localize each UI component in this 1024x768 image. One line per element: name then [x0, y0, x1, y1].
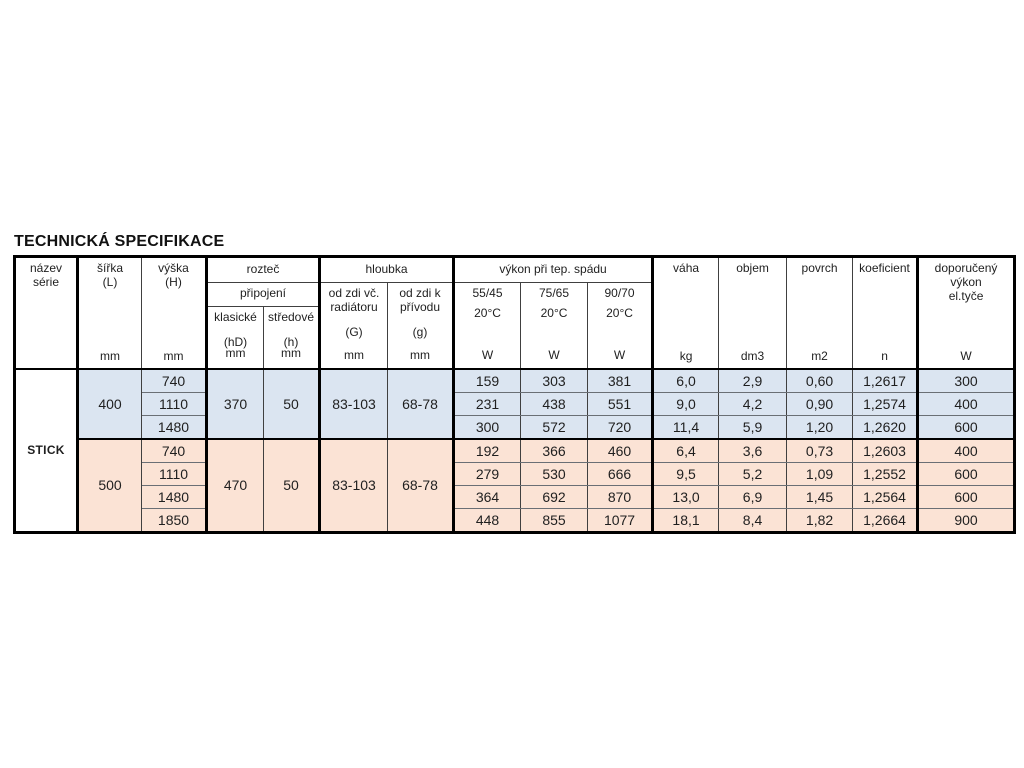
header-label-line: (hD): [223, 335, 248, 349]
header-label-line: šířka: [96, 261, 123, 275]
cell-w5545: 279: [454, 462, 521, 485]
cell-w5545: 448: [454, 508, 521, 532]
unit-label: W: [960, 349, 972, 363]
cell-vyska: 1480: [142, 415, 207, 439]
header-label-line: výška: [158, 261, 189, 275]
header-vyska: [142, 257, 207, 369]
cell-w7565: 530: [521, 462, 588, 485]
unit-label: mm: [344, 348, 364, 362]
cell-vyska: 1110: [142, 392, 207, 415]
header-objem: [719, 257, 787, 369]
cell-povrch: 1,45: [787, 485, 853, 508]
header-label-line: váha: [673, 261, 700, 275]
cell-objem: 3,6: [719, 439, 787, 463]
unit-label: dm3: [740, 349, 765, 363]
cell-roztec-klasicke: 470: [207, 439, 264, 533]
cell-koeficient: 1,2664: [853, 508, 918, 532]
header-label-line: přívodu: [399, 300, 441, 314]
header-spad-9070: [588, 283, 653, 369]
header-povrch: [787, 257, 853, 369]
cell-series-name: STICK: [15, 369, 78, 533]
header-klasicke: [207, 307, 264, 369]
unit-label: W: [613, 348, 626, 362]
header-label-line: koeficient: [859, 261, 910, 275]
header-label-line: výkon: [950, 275, 982, 289]
unit-label: mm: [281, 346, 301, 360]
cell-sirka: 500: [78, 439, 142, 533]
cell-w5545: 231: [454, 392, 521, 415]
table-row: [15, 369, 1015, 393]
cell-w9070: 551: [588, 392, 653, 415]
header-label-line: (G): [345, 325, 363, 339]
header-label-line: (h): [283, 335, 299, 349]
cell-el-tyc: 600: [918, 415, 1015, 439]
table-header: [15, 257, 1015, 369]
cell-el-tyc: 600: [918, 485, 1015, 508]
table-row: [15, 439, 1015, 463]
cell-objem: 5,2: [719, 462, 787, 485]
header-label-line: 55/45: [472, 286, 503, 300]
header-doporuceny-vykon: [918, 257, 1015, 369]
header-od-zdi-radiatoru: [320, 283, 388, 369]
cell-povrch: 0,90: [787, 392, 853, 415]
cell-povrch: 0,60: [787, 369, 853, 393]
cell-w9070: 666: [588, 462, 653, 485]
header-label-line: radiátoru: [330, 300, 378, 314]
cell-w7565: 303: [521, 369, 588, 393]
cell-el-tyc: 900: [918, 508, 1015, 532]
header-label-line: série: [32, 275, 59, 289]
table-row: [15, 415, 1015, 439]
header-label-line: el.tyče: [948, 289, 984, 303]
unit-label: kg: [679, 349, 693, 363]
cell-vyska: 740: [142, 369, 207, 393]
cell-w5545: 192: [454, 439, 521, 463]
header-label-line: 20°C: [474, 306, 501, 320]
cell-koeficient: 1,2552: [853, 462, 918, 485]
cell-vyska: 1480: [142, 485, 207, 508]
unit-label: n: [881, 349, 888, 363]
cell-koeficient: 1,2564: [853, 485, 918, 508]
cell-vyska: 1110: [142, 462, 207, 485]
header-label-line: doporučený: [934, 261, 998, 275]
unit-label: mm: [100, 349, 120, 363]
header-label-line: 75/65: [539, 286, 570, 300]
cell-hloubka-radiator: 83-103: [320, 439, 388, 533]
cell-povrch: 1,09: [787, 462, 853, 485]
cell-objem: 6,9: [719, 485, 787, 508]
header-label-line: klasické: [214, 310, 257, 324]
cell-el-tyc: 400: [918, 392, 1015, 415]
header-vaha: [653, 257, 719, 369]
header-label-line: název: [29, 261, 63, 275]
cell-vaha: 6,4: [653, 439, 719, 463]
table-row: [15, 508, 1015, 532]
cell-w9070: 381: [588, 369, 653, 393]
cell-koeficient: 1,2617: [853, 369, 918, 393]
table-row: [15, 485, 1015, 508]
cell-objem: 4,2: [719, 392, 787, 415]
header-label-line: (H): [165, 275, 182, 289]
table-body: [15, 369, 1015, 533]
cell-hloubka-radiator: 83-103: [320, 369, 388, 439]
cell-w7565: 855: [521, 508, 588, 532]
header-nazev-serie: [15, 257, 78, 369]
table-row: [15, 462, 1015, 485]
header-pripojeni: připojení: [207, 283, 320, 307]
unit-label: W: [481, 348, 494, 362]
cell-vaha: 9,5: [653, 462, 719, 485]
header-label-line: od zdi vč.: [328, 286, 380, 300]
cell-w7565: 366: [521, 439, 588, 463]
spec-table: [13, 255, 1016, 534]
header-label-line: 20°C: [606, 306, 633, 320]
cell-el-tyc: 400: [918, 439, 1015, 463]
spec-sheet: [13, 233, 1017, 534]
cell-objem: 2,9: [719, 369, 787, 393]
cell-w7565: 438: [521, 392, 588, 415]
header-spad-7565: [521, 283, 588, 369]
header-label-line: 90/70: [604, 286, 635, 300]
cell-w5545: 300: [454, 415, 521, 439]
cell-povrch: 0,73: [787, 439, 853, 463]
cell-vaha: 11,4: [653, 415, 719, 439]
header-koeficient: [853, 257, 918, 369]
cell-vaha: 13,0: [653, 485, 719, 508]
cell-w9070: 870: [588, 485, 653, 508]
header-hloubka: hloubka: [320, 257, 454, 283]
cell-w9070: 720: [588, 415, 653, 439]
header-label-line: 20°C: [540, 306, 568, 320]
cell-objem: 8,4: [719, 508, 787, 532]
cell-hloubka-privod: 68-78: [388, 369, 454, 439]
header-roztec: rozteč: [207, 257, 320, 283]
cell-roztec-stredove: 50: [264, 369, 320, 439]
header-label-line: povrch: [801, 261, 838, 275]
cell-el-tyc: 300: [918, 369, 1015, 393]
cell-w5545: 364: [454, 485, 521, 508]
cell-el-tyc: 600: [918, 462, 1015, 485]
cell-w7565: 572: [521, 415, 588, 439]
unit-label: W: [548, 348, 560, 362]
cell-w7565: 692: [521, 485, 588, 508]
unit-label: mm: [163, 349, 184, 363]
cell-vyska: 740: [142, 439, 207, 463]
cell-sirka: 400: [78, 369, 142, 439]
header-label-line: objem: [736, 261, 769, 275]
header-label-line: (g): [412, 325, 428, 339]
header-label-line: středové: [267, 310, 315, 324]
cell-vyska: 1850: [142, 508, 207, 532]
header-sirka: [78, 257, 142, 369]
cell-povrch: 1,82: [787, 508, 853, 532]
header-od-zdi-privodu: [388, 283, 454, 369]
cell-povrch: 1,20: [787, 415, 853, 439]
table-row: [15, 392, 1015, 415]
cell-vaha: 6,0: [653, 369, 719, 393]
cell-objem: 5,9: [719, 415, 787, 439]
cell-w9070: 460: [588, 439, 653, 463]
header-stredove: [264, 307, 320, 369]
header-label-line: od zdi k: [399, 286, 441, 300]
cell-roztec-klasicke: 370: [207, 369, 264, 439]
cell-koeficient: 1,2574: [853, 392, 918, 415]
header-label-line: (L): [102, 275, 118, 289]
header-vykon: výkon při tep. spádu: [454, 257, 653, 283]
unit-label: mm: [225, 346, 246, 360]
cell-roztec-stredove: 50: [264, 439, 320, 533]
unit-label: m2: [811, 349, 828, 363]
cell-w9070: 1077: [588, 508, 653, 532]
cell-koeficient: 1,2603: [853, 439, 918, 463]
unit-label: mm: [410, 348, 430, 362]
header-spad-5545: [454, 283, 521, 369]
cell-vaha: 9,0: [653, 392, 719, 415]
cell-w5545: 159: [454, 369, 521, 393]
cell-vaha: 18,1: [653, 508, 719, 532]
page-title: TECHNICKÁ SPECIFIKACE: [14, 233, 225, 250]
cell-hloubka-privod: 68-78: [388, 439, 454, 533]
cell-koeficient: 1,2620: [853, 415, 918, 439]
